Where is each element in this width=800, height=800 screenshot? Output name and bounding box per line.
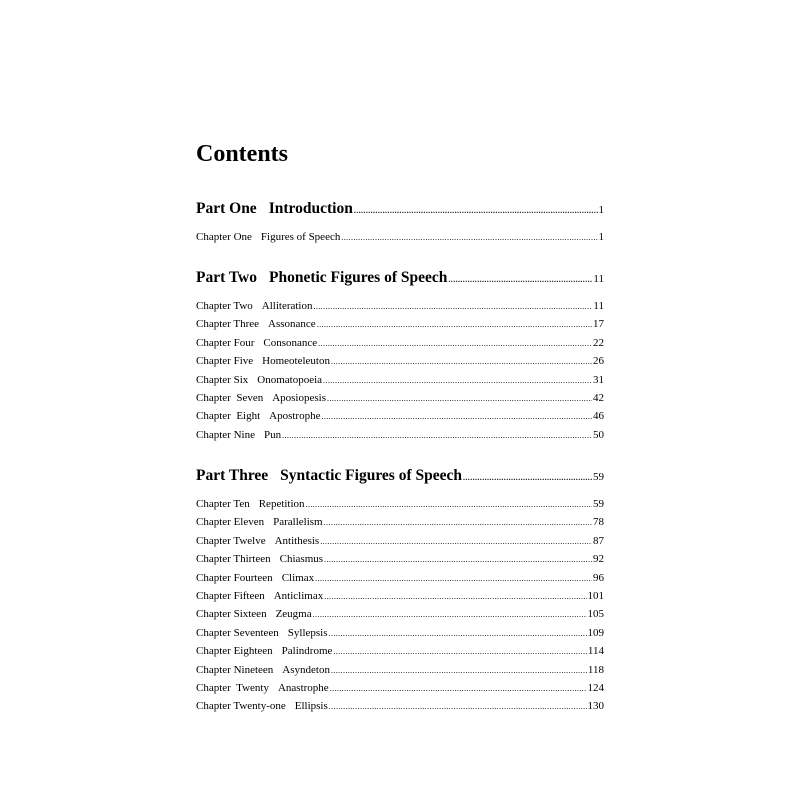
chapter-entry <box>196 427 604 443</box>
chapter-entry <box>196 551 604 567</box>
chapter-entry <box>196 229 604 245</box>
page-number: 22 <box>593 336 604 349</box>
dot-leader <box>354 201 598 221</box>
chapter-title: Anticlimax <box>273 590 324 602</box>
page-number: 59 <box>593 471 604 483</box>
chapter-label <box>196 625 328 641</box>
chapter-number: Chapter Sixteen <box>196 608 267 621</box>
chapter-title: Alliteration <box>261 300 313 312</box>
chapter-entry <box>196 698 604 714</box>
page-number: 96 <box>593 571 604 584</box>
chapter-number: Chapter Fifteen <box>196 590 265 602</box>
chapter-label <box>196 533 319 549</box>
dot-leader <box>306 497 592 513</box>
chapter-label <box>196 335 317 351</box>
dot-leader <box>331 354 592 370</box>
page-number: 11 <box>593 300 604 312</box>
chapter-number: Chapter Twenty-one <box>196 700 286 713</box>
chapter-entry <box>196 680 604 696</box>
chapter-title: Asyndeton <box>282 663 330 676</box>
part-heading <box>196 466 604 486</box>
dot-leader <box>313 607 587 623</box>
dot-leader <box>324 515 592 531</box>
chapter-label <box>196 643 332 659</box>
chapter-number: Chapter Two <box>196 300 253 312</box>
dot-leader <box>341 230 597 246</box>
chapter-title: Antithesis <box>274 534 320 547</box>
dot-leader <box>324 589 586 605</box>
dot-leader <box>324 552 592 568</box>
page-number: 124 <box>587 682 604 694</box>
chapter-entry <box>196 408 604 424</box>
page-title: Contents <box>196 141 289 167</box>
chapter-entry <box>196 316 604 332</box>
part-title: Phonetic Figures of Speech <box>269 269 448 286</box>
part-title: Introduction <box>268 200 353 217</box>
chapter-label <box>196 372 322 388</box>
chapter-title: Figures of Speech <box>260 231 341 243</box>
chapter-number: Chapter Ten <box>196 498 250 510</box>
page-number: 50 <box>593 428 604 441</box>
chapter-label <box>196 229 340 245</box>
chapter-title: Zeugma <box>275 608 312 621</box>
chapter-label <box>196 427 281 443</box>
chapter-label <box>196 408 320 424</box>
chapter-number: Chapter Seventeen <box>196 626 279 639</box>
page-number: 1 <box>598 204 604 216</box>
chapter-title: Consonance <box>263 336 318 349</box>
chapter-entry <box>196 353 604 369</box>
part-number: Part Two <box>196 269 257 286</box>
chapter-number: Chapter Thirteen <box>196 553 271 566</box>
chapter-label <box>196 606 312 622</box>
chapter-number: Chapter One <box>196 231 252 243</box>
page-number: 46 <box>593 410 604 423</box>
chapter-title: Chiasmus <box>279 553 324 566</box>
chapter-label <box>196 390 326 406</box>
part-label <box>196 466 462 486</box>
page-number: 130 <box>587 700 604 713</box>
chapter-number: Chapter Eight <box>196 410 261 423</box>
chapter-title: Repetition <box>258 498 305 510</box>
part-number: Part One <box>196 200 257 217</box>
chapter-entry <box>196 606 604 622</box>
chapter-entry <box>196 625 604 641</box>
part-number: Part Three <box>196 467 269 484</box>
chapter-entry <box>196 390 604 406</box>
chapter-label <box>196 316 316 332</box>
chapter-entry <box>196 335 604 351</box>
part-heading <box>196 268 604 288</box>
page-number: 59 <box>593 498 604 510</box>
chapter-label <box>196 662 330 678</box>
chapter-entry <box>196 570 604 586</box>
chapter-label <box>196 353 330 369</box>
chapter-label <box>196 680 329 696</box>
page-number: 26 <box>593 355 604 368</box>
page-number: 101 <box>587 590 604 602</box>
part-heading <box>196 199 604 219</box>
dot-leader <box>333 644 587 660</box>
dot-leader <box>317 317 592 333</box>
chapter-label <box>196 551 323 567</box>
dot-leader <box>318 336 592 352</box>
chapter-number: Chapter Six <box>196 373 249 386</box>
page-number: 114 <box>587 645 604 658</box>
page-number: 1 <box>598 231 604 243</box>
chapter-entry <box>196 588 604 604</box>
chapter-label <box>196 570 314 586</box>
chapter-title: Pun <box>263 428 282 441</box>
chapter-entry <box>196 298 604 314</box>
chapter-number: Chapter Eighteen <box>196 645 273 658</box>
chapter-entry <box>196 514 604 530</box>
dot-leader <box>329 626 587 642</box>
chapter-title: Assonance <box>268 318 316 331</box>
dot-leader <box>331 663 587 679</box>
chapter-number: Chapter Twenty <box>196 682 269 694</box>
page-number: 92 <box>593 553 604 566</box>
page-number: 105 <box>587 608 604 621</box>
chapter-number: Chapter Eleven <box>196 516 265 529</box>
page-number: 11 <box>593 273 604 285</box>
dot-leader <box>327 391 592 407</box>
chapter-title: Parallelism <box>273 516 323 529</box>
chapter-title: Palindrome <box>281 645 333 658</box>
dot-leader <box>314 299 593 315</box>
chapter-number: Chapter Four <box>196 336 255 349</box>
chapter-title: Homeoteleuton <box>262 355 330 368</box>
chapter-label <box>196 588 323 604</box>
part-title: Syntactic Figures of Speech <box>280 467 462 484</box>
chapter-number: Chapter Fourteen <box>196 571 273 584</box>
chapter-label <box>196 298 313 314</box>
chapter-label <box>196 514 323 530</box>
page-number: 118 <box>587 663 604 676</box>
chapter-number: Chapter Twelve <box>196 534 266 547</box>
dot-leader <box>463 468 592 488</box>
chapter-number: Chapter Five <box>196 355 254 368</box>
part-label <box>196 268 447 288</box>
chapter-number: Chapter Nine <box>196 428 255 441</box>
dot-leader <box>329 699 587 715</box>
chapter-title: Climax <box>281 571 315 584</box>
dot-leader <box>315 571 592 587</box>
chapter-label <box>196 698 328 714</box>
dot-leader <box>323 373 592 389</box>
page-number: 42 <box>593 392 604 404</box>
dot-leader <box>321 409 592 425</box>
page-number: 87 <box>593 534 604 547</box>
dot-leader <box>320 534 592 550</box>
chapter-number: Chapter Three <box>196 318 260 331</box>
chapter-title: Aposiopesis <box>272 392 326 404</box>
chapter-title: Syllepsis <box>287 626 328 639</box>
chapter-entry <box>196 662 604 678</box>
chapter-entry <box>196 496 604 512</box>
page-number: 17 <box>593 318 604 331</box>
chapter-entry <box>196 643 604 659</box>
page-number: 31 <box>593 373 604 386</box>
part-label <box>196 199 353 219</box>
chapter-entry <box>196 533 604 549</box>
chapter-title: Onomatopoeia <box>257 373 323 386</box>
dot-leader <box>448 270 592 290</box>
chapter-label <box>196 496 305 512</box>
page-number: 78 <box>593 516 604 529</box>
chapter-number: Chapter Nineteen <box>196 663 274 676</box>
chapter-number: Chapter Seven <box>196 392 264 404</box>
chapter-title: Apostrophe <box>269 410 321 423</box>
chapter-entry <box>196 372 604 388</box>
dot-leader <box>282 428 592 444</box>
chapter-title: Anastrophe <box>277 682 329 694</box>
chapter-title: Ellipsis <box>294 700 328 713</box>
page-number: 109 <box>587 626 604 639</box>
dot-leader <box>330 681 587 697</box>
